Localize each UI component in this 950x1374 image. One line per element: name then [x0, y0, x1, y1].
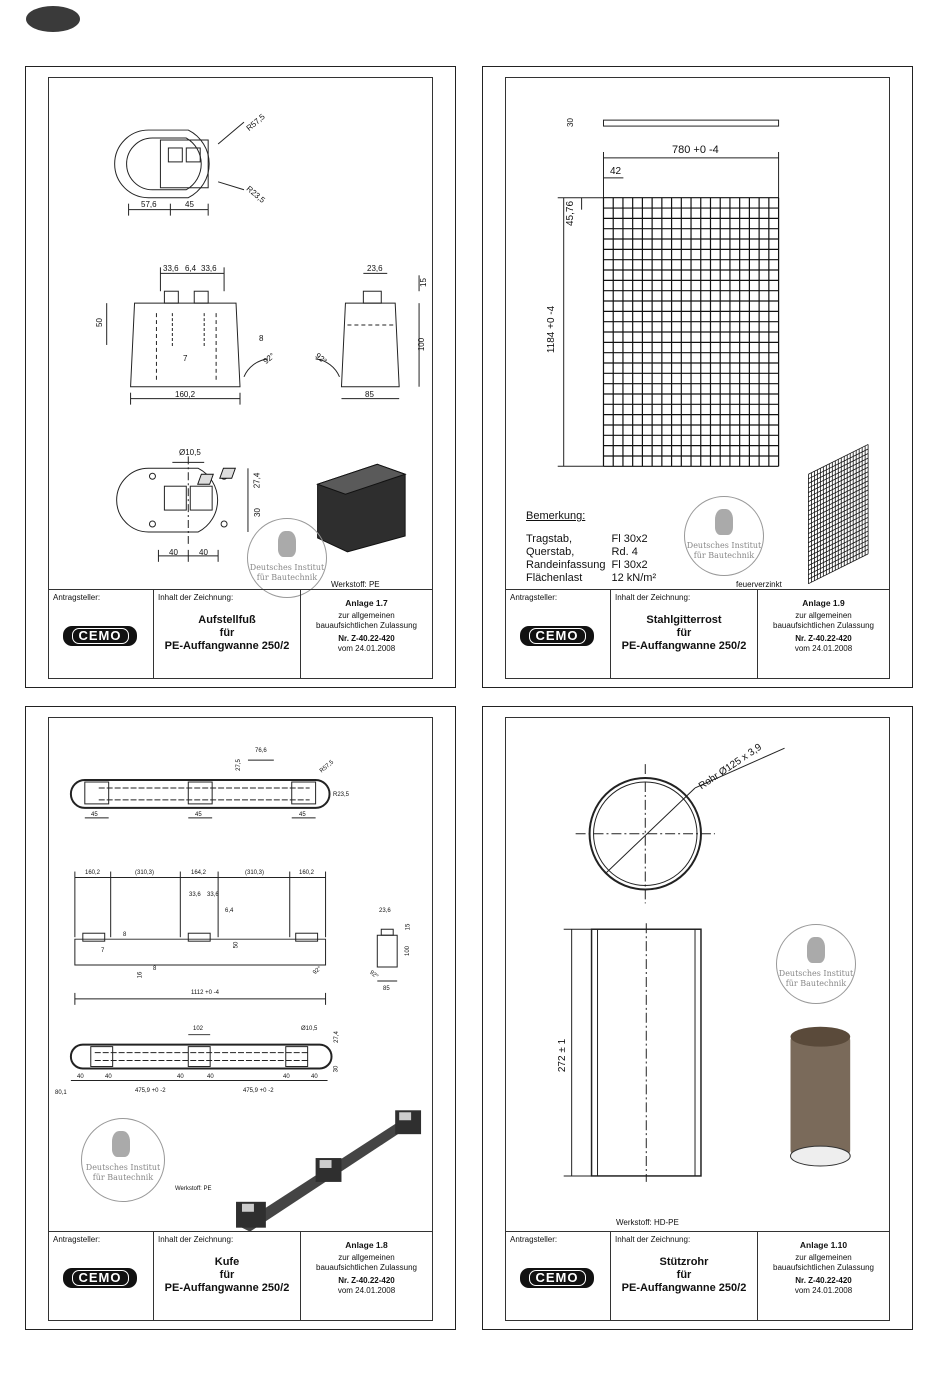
- dim-label: Ø10,5: [179, 448, 201, 457]
- dim-label: 40: [199, 548, 208, 557]
- remark-value: Fl 30x2: [611, 559, 648, 571]
- appendix-number: Anlage 1.8: [345, 1240, 388, 1250]
- dim-label: R57,5: [318, 759, 336, 775]
- sheet-stuetzrohr: [482, 706, 913, 1330]
- aufstellfuss-drawing: [49, 78, 432, 590]
- bear-emblem-icon: [278, 531, 296, 557]
- approval-date: vom 24.01.2008: [794, 644, 853, 653]
- remark-title: Bemerkung:: [526, 510, 586, 522]
- approval-number: Nr. Z-40.22-420: [795, 634, 852, 643]
- material-label: Werkstoff: HD-PE: [616, 1218, 679, 1227]
- drawing-title: Kufe für PE-Auffangwanne 250/2: [164, 1256, 290, 1294]
- dim-label: 100: [417, 337, 427, 352]
- dim-label: 33,6: [189, 892, 201, 898]
- remark-value: Fl 30x2: [611, 533, 648, 545]
- title-block: [506, 589, 889, 678]
- length-dim-label: 272 ± 1: [557, 1038, 569, 1073]
- sheet-frame: [48, 77, 433, 679]
- sheet-frame: [48, 717, 433, 1321]
- approval-number: Nr. Z-40.22-420: [338, 1276, 395, 1285]
- technical-drawing: [506, 78, 889, 590]
- dim-label: 92°: [313, 351, 329, 366]
- appendix-number: Anlage 1.10: [799, 1240, 848, 1250]
- dim-label: 23,6: [367, 264, 383, 273]
- technical-drawing: [49, 78, 432, 590]
- dim-label: 92°: [368, 969, 379, 981]
- applicant-cell: Antragsteller: CEMO: [506, 590, 611, 678]
- drawing-title: Aufstellfuß für PE-Auffangwanne 250/2: [164, 614, 290, 652]
- dim-label: 42: [610, 166, 622, 177]
- content-cell: Inhalt der Zeichnung: Stützrohr für PE-Auffangwanne 250/2: [611, 1232, 758, 1320]
- approval-stamp: Deutsches Institut für Bautechnik: [81, 1118, 165, 1202]
- dim-label: 7: [101, 948, 105, 954]
- remark-table: [526, 533, 662, 585]
- dim-label: 16: [137, 971, 144, 979]
- approval-stamp: Deutsches Institut für Bautechnik: [247, 518, 327, 598]
- dim-label: R23,5: [333, 792, 350, 798]
- sheet-frame: [505, 717, 890, 1321]
- sheet-stahlgitterrost: [482, 66, 913, 688]
- applicant-cell: Antragsteller: CEMO: [49, 1232, 154, 1320]
- approval-number: Nr. Z-40.22-420: [795, 1276, 852, 1285]
- dim-label: 780 +0 -4: [672, 144, 719, 156]
- dim-label: 102: [193, 1026, 204, 1032]
- dim-label: 27,4: [333, 1031, 340, 1043]
- dim-label: 30: [333, 1065, 340, 1073]
- dim-label: R23,5: [244, 184, 267, 205]
- dim-label: 160,2: [299, 870, 315, 876]
- remark-key: Flächenlast: [526, 572, 583, 584]
- dim-label: 27,5: [235, 759, 242, 771]
- dim-label: (310,3): [135, 870, 155, 876]
- dim-label: 40: [77, 1074, 84, 1080]
- material-label: Werkstoff: PE: [331, 580, 380, 589]
- dim-label: 40: [105, 1074, 112, 1080]
- approval-stamp: Deutsches Institut für Bautechnik: [684, 496, 764, 576]
- approval-date: vom 24.01.2008: [337, 1286, 396, 1295]
- appendix-number: Anlage 1.9: [802, 598, 845, 608]
- dim-label: 475,9 +0 -2: [135, 1088, 166, 1094]
- pipe-dim-label: Rohr Ø125 x 3,9: [696, 741, 764, 793]
- dim-label: 50: [233, 941, 240, 949]
- bear-emblem-icon: [807, 937, 825, 963]
- dim-label: 164,2: [191, 870, 207, 876]
- bear-emblem-icon: [715, 509, 733, 535]
- approval-date: vom 24.01.2008: [337, 644, 396, 653]
- cemo-logo: CEMO: [520, 1268, 594, 1288]
- dim-label: 40: [169, 548, 178, 557]
- dim-label: (310,3): [245, 870, 265, 876]
- remarks: [526, 510, 662, 585]
- remark-row: [526, 572, 662, 585]
- content-cell: Inhalt der Zeichnung: Aufstellfuß für PE-Auffangwanne 250/2: [154, 590, 301, 678]
- dim-label: 8: [259, 334, 264, 343]
- title-block: [49, 589, 432, 678]
- approval-cell: Anlage 1.9 zur allgemeinen bauaufsichtlichen Zulassung Nr. Z-40.22-420 vom 24.01.2008: [758, 590, 889, 678]
- cemo-logo: CEMO: [520, 626, 594, 646]
- dim-label: 33,6: [201, 264, 217, 273]
- dim-label: 45: [91, 812, 98, 818]
- dim-label: 8: [153, 966, 157, 972]
- dim-label: 100: [405, 945, 412, 957]
- dim-label: 30: [565, 118, 575, 127]
- dim-label: 160,2: [175, 390, 196, 399]
- remark-row: [526, 559, 662, 572]
- dim-label: 30: [252, 508, 262, 517]
- dim-label: 45,76: [565, 200, 577, 227]
- sheet-aufstellfuss: [25, 66, 456, 688]
- sheet-kufe: [25, 706, 456, 1330]
- dim-label: 40: [283, 1074, 290, 1080]
- approval-stamp: Deutsches Institut für Bautechnik: [776, 924, 856, 1004]
- bear-emblem-icon: [112, 1131, 130, 1157]
- dim-label: 85: [383, 986, 390, 992]
- dim-label: 76,6: [255, 748, 267, 754]
- content-cell: Inhalt der Zeichnung: Stahlgitterrost für PE-Auffangwanne 250/2: [611, 590, 758, 678]
- content-cell: Inhalt der Zeichnung: Kufe für PE-Auffangwanne 250/2: [154, 1232, 301, 1320]
- dim-label: 23,6: [379, 908, 391, 914]
- dim-label: 15: [418, 278, 428, 287]
- dim-label: 8: [123, 932, 127, 938]
- remark-row: [526, 546, 662, 559]
- dim-label: 6,4: [225, 908, 234, 914]
- dim-label: 15: [405, 923, 412, 931]
- dim-label: 27,4: [252, 472, 262, 489]
- dim-label: 45: [185, 200, 194, 209]
- material-label: Werkstoff: PE: [175, 1186, 212, 1192]
- drawing-title: Stützrohr für PE-Auffangwanne 250/2: [621, 1256, 747, 1294]
- sheet-frame: [505, 77, 890, 679]
- approval-date: vom 24.01.2008: [794, 1286, 853, 1295]
- approval-cell: Anlage 1.10 zur allgemeinen bauaufsichtlichen Zulassung Nr. Z-40.22-420 vom 24.01.2008: [758, 1232, 889, 1320]
- dim-label: 40: [311, 1074, 318, 1080]
- dim-label: 7: [183, 354, 188, 363]
- dim-label: 92°: [312, 965, 323, 977]
- dim-label: R57,5: [244, 112, 267, 133]
- dim-label: 80,1: [55, 1090, 67, 1096]
- applicant-cell: Antragsteller: CEMO: [506, 1232, 611, 1320]
- remark-key: Randeinfassung: [526, 559, 606, 571]
- drawing-title: Stahlgitterrost für PE-Auffangwanne 250/2: [621, 614, 747, 652]
- remark-value: 12 kN/m²: [611, 572, 657, 584]
- dim-label: 160,2: [85, 870, 101, 876]
- approval-cell: Anlage 1.7 zur allgemeinen bauaufsichtlichen Zulassung Nr. Z-40.22-420 vom 24.01.2008: [301, 590, 432, 678]
- technical-drawing: [49, 718, 432, 1232]
- cemo-logo: CEMO: [63, 626, 137, 646]
- applicant-cell: Antragsteller: CEMO: [49, 590, 154, 678]
- dim-label: 40: [207, 1074, 214, 1080]
- dim-label: 33,6: [163, 264, 179, 273]
- remark-key: Querstab,: [526, 546, 575, 558]
- dim-label: 45: [299, 812, 306, 818]
- dim-label: 40: [177, 1074, 184, 1080]
- dim-label: 85: [365, 390, 374, 399]
- coating-label: feuerverzinkt: [736, 580, 782, 589]
- dim-label: 475,9 +0 -2: [243, 1088, 274, 1094]
- page-tab-marker: [26, 6, 80, 32]
- technical-drawing: [506, 718, 889, 1232]
- approval-cell: Anlage 1.8 zur allgemeinen bauaufsichtlichen Zulassung Nr. Z-40.22-420 vom 24.01.2008: [301, 1232, 432, 1320]
- title-block: [49, 1231, 432, 1320]
- dim-label: 50: [94, 318, 104, 327]
- title-block: [506, 1231, 889, 1320]
- cemo-logo: CEMO: [63, 1268, 137, 1288]
- approval-number: Nr. Z-40.22-420: [338, 634, 395, 643]
- dim-label: 92°: [261, 351, 277, 366]
- dim-label: 6,4: [185, 264, 197, 273]
- dim-label: 33,6: [207, 892, 219, 898]
- dim-label: 1112 +0 -4: [191, 990, 219, 996]
- dim-label: Ø10,5: [301, 1026, 318, 1032]
- remark-row: [526, 533, 662, 546]
- dim-label: 45: [195, 812, 202, 818]
- dim-label: 1184 +0 -4: [546, 305, 558, 354]
- appendix-number: Anlage 1.7: [345, 598, 388, 608]
- remark-value: Rd. 4: [611, 546, 638, 558]
- dim-label: 57,6: [141, 200, 157, 209]
- remark-key: Tragstab,: [526, 533, 573, 545]
